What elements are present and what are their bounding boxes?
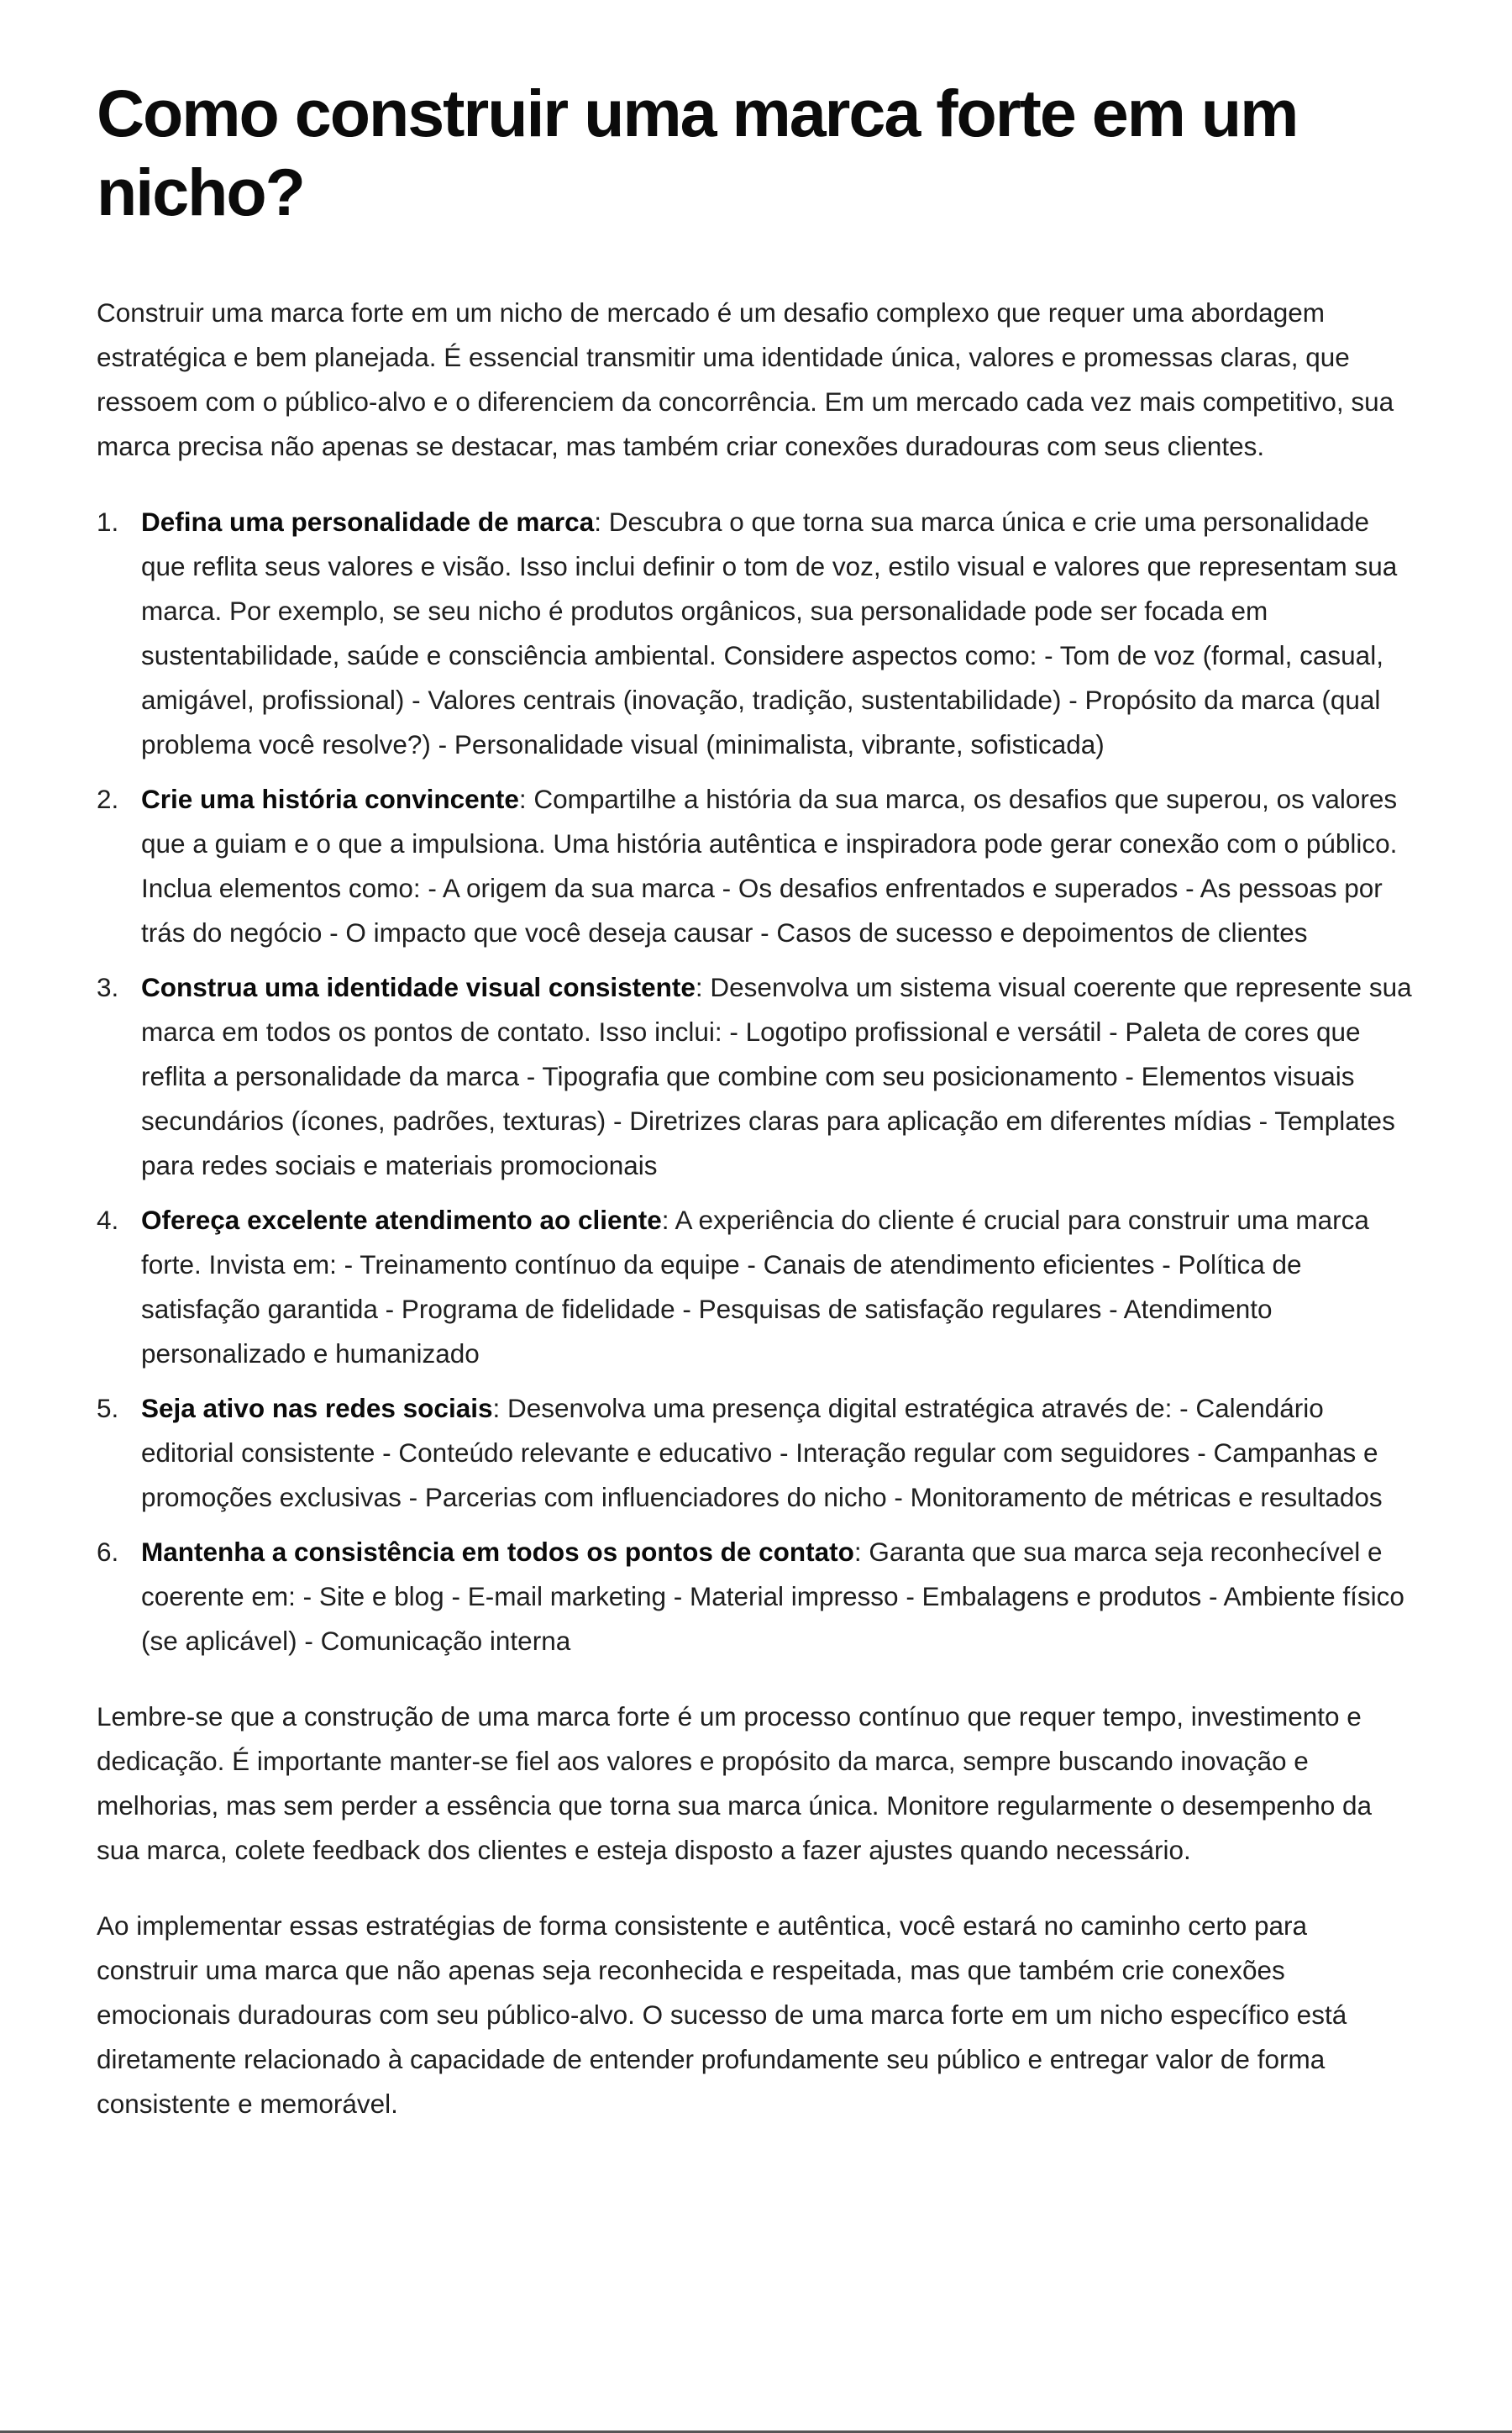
list-item (97, 1386, 1415, 1520)
step-title: Crie uma história convincente (141, 784, 519, 814)
step-title: Seja ativo nas redes sociais (141, 1393, 493, 1423)
page-title: Como construir uma marca forte em um nicho? (97, 76, 1298, 229)
step-text: : Desenvolva uma presença digital estratégica através de: - Calendário editorial consistente - Conteúdo relevante e educativo - Interação regular com seguidores - Campanhas e promoções exclusivas - Parcerias com influenciadores do nicho - Monitoramento de métricas e resultados (141, 1393, 1383, 1512)
step-text: : Compartilhe a história da sua marca, os desafios que superou, os valores que a guiam e o que a impulsiona. Uma história autêntica e inspiradora pode gerar conexão com o público. Inclua elementos como: - A origem da sua marca - Os desafios enfrentados e superados - As pessoas por trás do negócio - O impacto que você deseja causar - Casos de sucesso e depoimentos de clientes (141, 784, 1398, 948)
step-title: Mantenha a consistência em todos os pontos de contato (141, 1537, 854, 1567)
list-item (97, 1530, 1415, 1663)
steps-list (97, 500, 1415, 1663)
step-number: 5. (97, 1393, 119, 1423)
step-number: 4. (97, 1205, 119, 1235)
step-title: Construa uma identidade visual consistente (141, 972, 696, 1002)
list-item (97, 965, 1415, 1188)
closing-paragraph-2: Ao implementar essas estratégias de forma consistente e autêntica, você estará no caminho certo para construir uma marca que não apenas seja reconhecida e respeitada, mas que também crie conexões emocionais duradouras com seu público-alvo. O sucesso de uma marca forte em um nicho específico está diretamente relacionado à capacidade de entender profundamente seu público e entregar valor de forma consistente e memorável. (97, 1910, 1347, 2119)
step-number: 2. (97, 784, 119, 814)
step-number: 6. (97, 1537, 119, 1567)
step-text: : Desenvolva um sistema visual coerente que represente sua marca em todos os pontos de contato. Isso inclui: - Logotipo profissional e versátil - Paleta de cores que reflita a personalidade da marca - Tipografia que combine com seu posicionamento - Elementos visuais secundários (ícones, padrões, texturas) - Diretrizes claras para aplicação em diferentes mídias - Templates para redes sociais e materiais promocionais (141, 972, 1412, 1180)
list-item (97, 500, 1415, 767)
article (97, 74, 1415, 2157)
step-title: Defina uma personalidade de marca (141, 507, 595, 537)
closing-paragraph-1: Lembre-se que a construção de uma marca forte é um processo contínuo que requer tempo, investimento e dedicação. É importante manter-se fiel aos valores e propósito da marca, sempre buscando inovação e melhorias, mas sem perder a essência que torna sua marca única. Monitore regularmente o desempenho da sua marca, colete feedback dos clientes e esteja disposto a fazer ajustes quando necessário. (97, 1701, 1373, 1865)
list-item (97, 1198, 1415, 1376)
step-number: 1. (97, 507, 119, 537)
step-number: 3. (97, 972, 119, 1002)
intro-paragraph: Construir uma marca forte em um nicho de mercado é um desafio complexo que requer uma abordagem estratégica e bem planejada. É essencial transmitir uma identidade única, valores e promessas claras, que ressoem com o público-alvo e o diferenciem da concorrência. Em um mercado cada vez mais competitivo, sua marca precisa não apenas se destacar, mas também criar conexões duradouras com seus clientes. (97, 297, 1394, 461)
step-title: Ofereça excelente atendimento ao cliente (141, 1205, 662, 1235)
step-text: : A experiência do cliente é crucial para construir uma marca forte. Invista em: - Treinamento contínuo da equipe - Canais de atendimento eficientes - Política de satisfação garantida - Programa de fidelidade - Pesquisas de satisfação regulares - Atendimento personalizado e humanizado (141, 1205, 1369, 1369)
step-text: : Descubra o que torna sua marca única e crie uma personalidade que reflita seus valores e visão. Isso inclui definir o tom de voz, estilo visual e valores que representam sua marca. Por exemplo, se seu nicho é produtos orgânicos, sua personalidade pode ser focada em sustentabilidade, saúde e consciência ambiental. Considere aspectos como: - Tom de voz (formal, casual, amigável, profissional) - Valores centrais (inovação, tradição, sustentabilidade) - Propósito da marca (qual problema você resolve?) - Personalidade visual (minimalista, vibrante, sofisticada) (141, 507, 1398, 759)
step-text: : Garanta que sua marca seja reconhecível e coerente em: - Site e blog - E-mail marketing - Material impresso - Embalagens e produtos - Ambiente físico (se aplicável) - Comunicação interna (141, 1537, 1404, 1656)
list-item (97, 777, 1415, 955)
